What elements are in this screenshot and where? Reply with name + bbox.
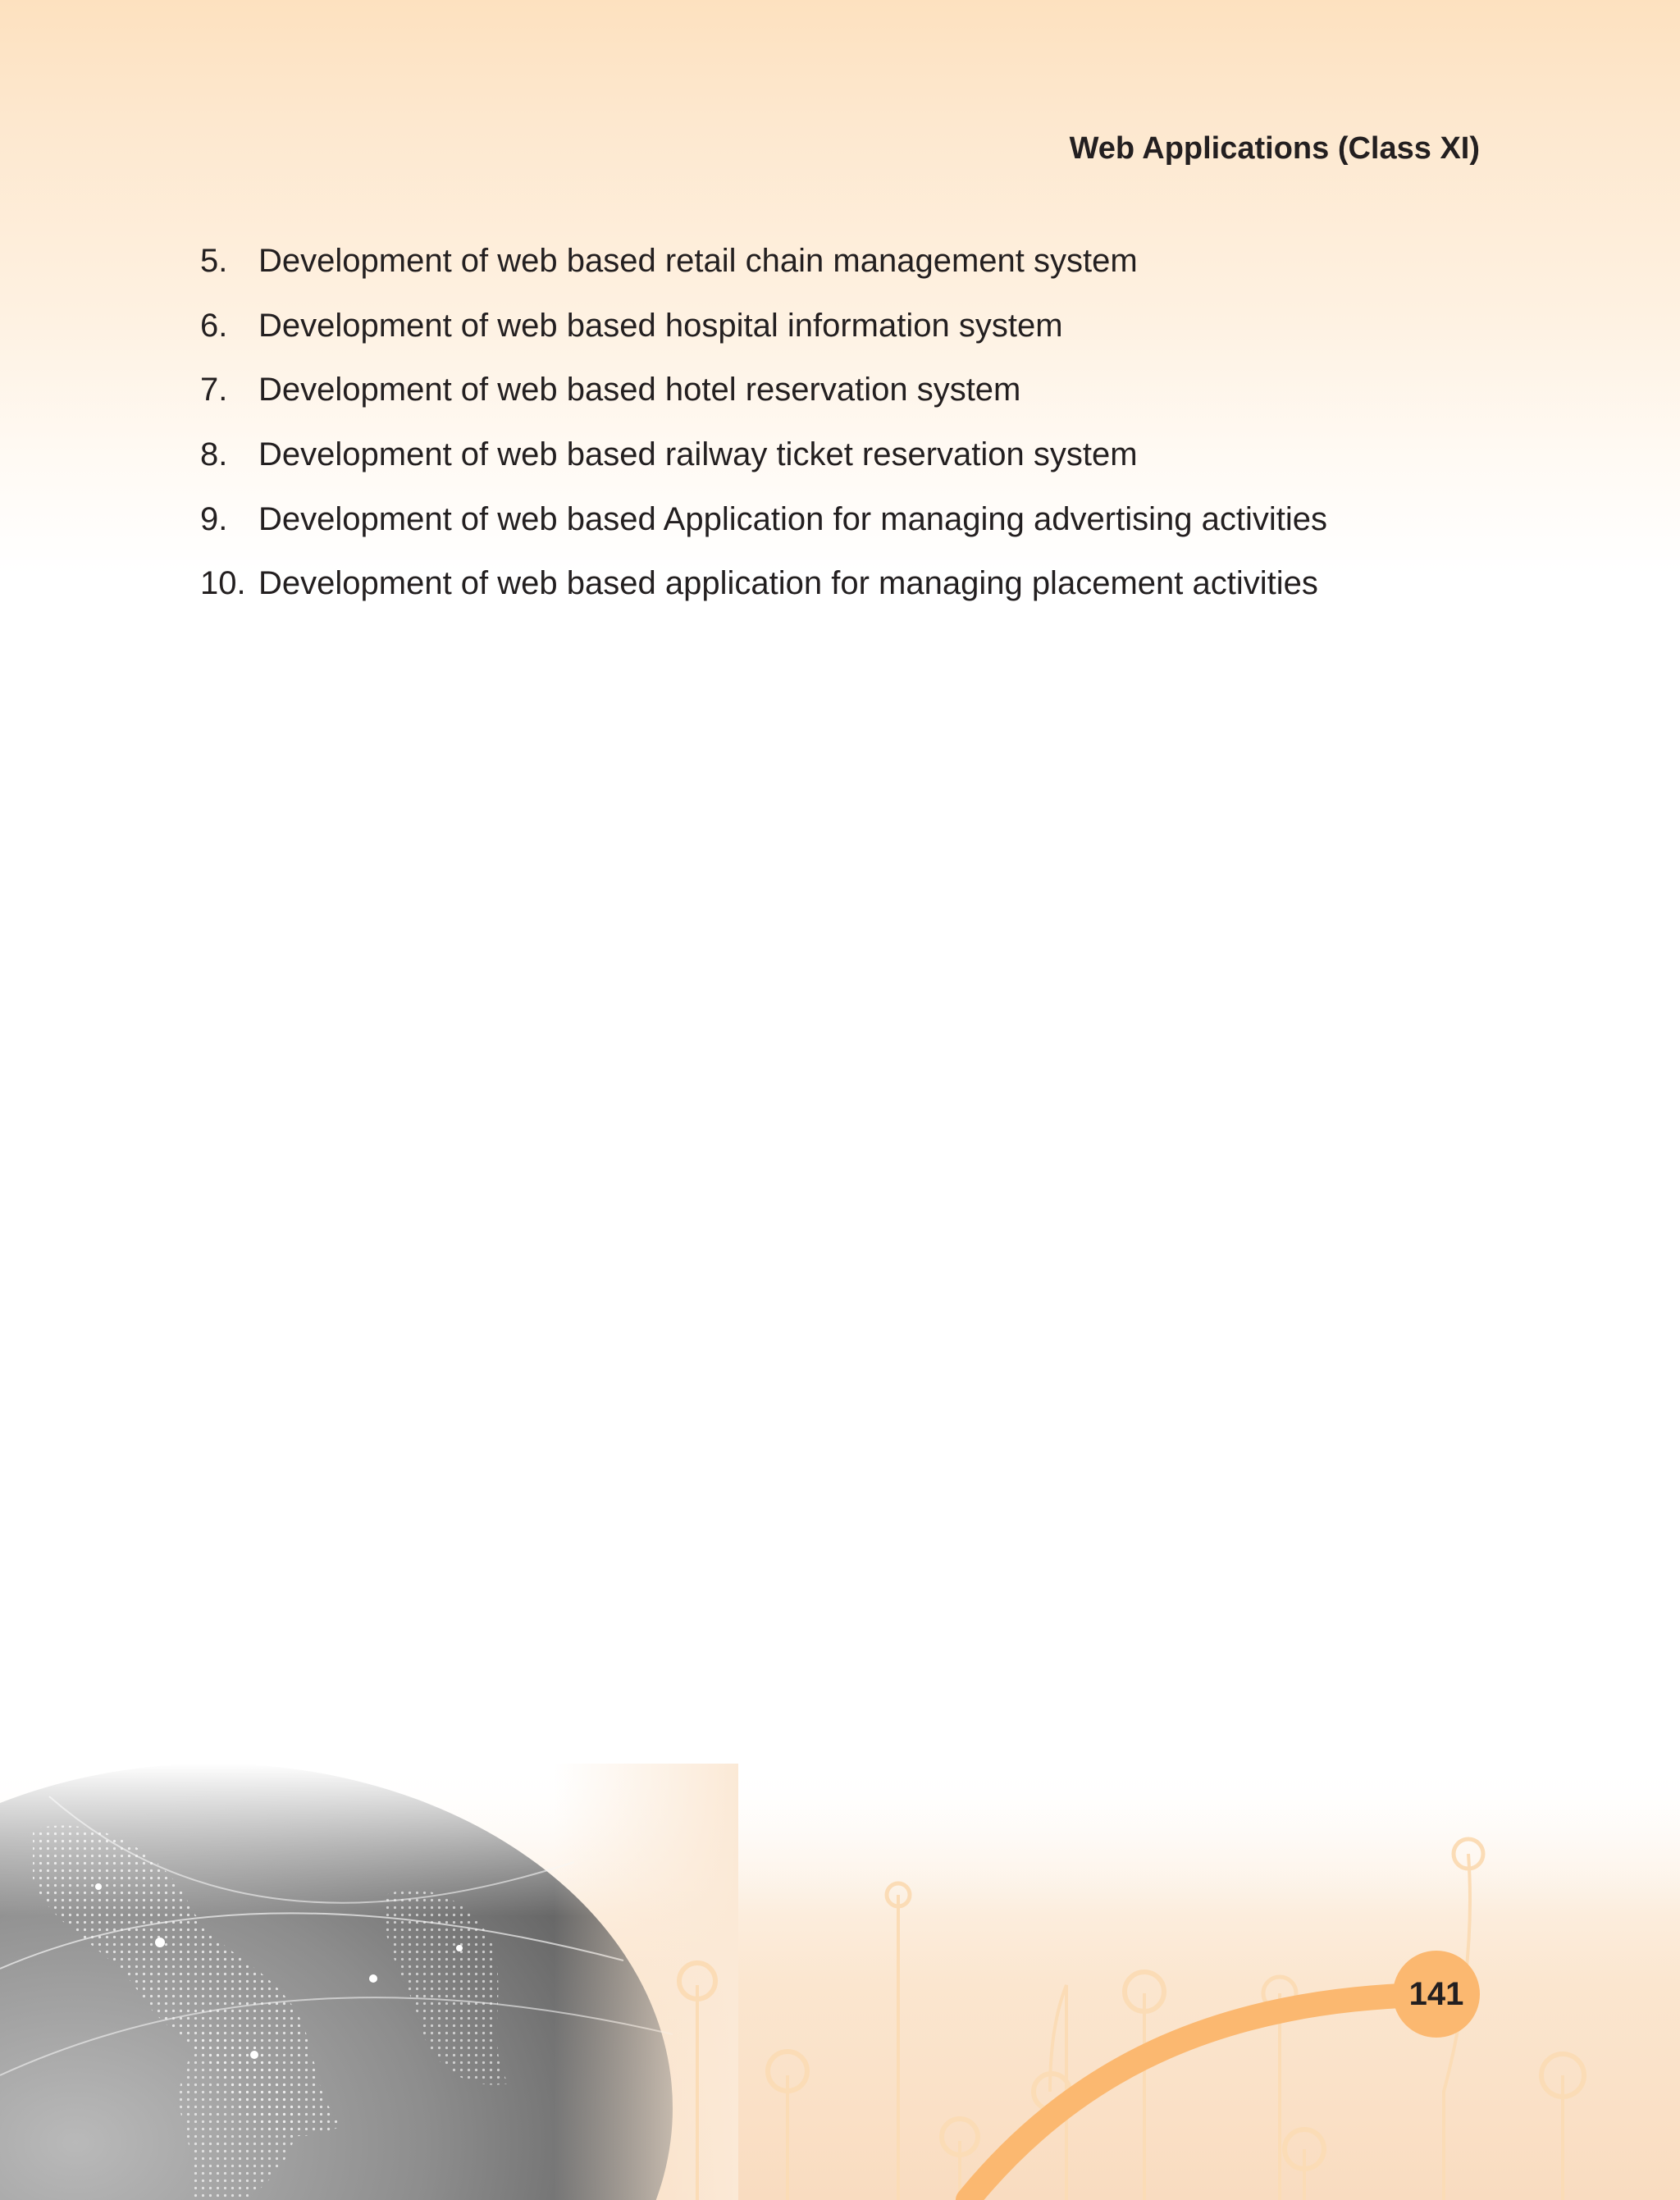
list-item-text: Development of web based Application for managing advertising activities: [258, 500, 1327, 537]
list-item-text: Development of web based retail chain management system: [258, 243, 1138, 279]
list-item: [200, 372, 1529, 436]
list-item-number: 7.: [200, 372, 228, 409]
list-item-text: Development of web based hotel reservation system: [258, 372, 1021, 409]
list-item-number: 6.: [200, 307, 228, 344]
list-item: [200, 308, 1529, 372]
list-item-number: 9.: [200, 500, 228, 537]
list-item: [200, 565, 1529, 630]
project-list: [200, 243, 1529, 630]
list-item-text: Development of web based hospital information system: [258, 307, 1063, 344]
list-item: [200, 501, 1529, 566]
list-item-text: Development of web based application for managing placement activities: [258, 565, 1318, 602]
list-item: [200, 243, 1529, 308]
list-item: [200, 436, 1529, 501]
list-item-number: 10.: [200, 565, 246, 602]
running-header: Web Applications (Class XI): [1069, 131, 1480, 166]
page-number: 141: [1408, 1976, 1464, 2012]
list-item-number: 8.: [200, 436, 228, 473]
list-item-number: 5.: [200, 243, 228, 279]
list-item-text: Development of web based railway ticket reservation system: [258, 436, 1138, 473]
